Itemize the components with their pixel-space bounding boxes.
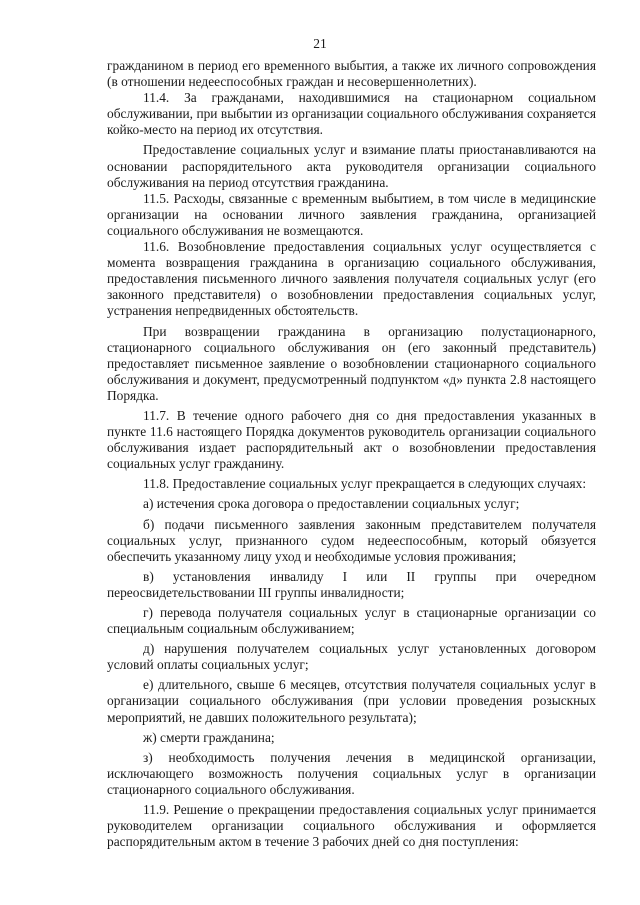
paragraph-11-5: 11.5. Расходы, связанные с временным выбытием, в том числе в медицинские организации на основании личного заявления гражданина, организацией социального обслуживания не возмещаются. — [107, 190, 596, 238]
list-item-g: г) перевода получателя социальных услуг в стационарные организации со специальным социальным обслуживанием; — [107, 605, 596, 637]
list-item-zh: ж) смерти гражданина; — [143, 729, 275, 745]
paragraph-return: При возвращении гражданина в организацию полустационарного, стационарного социального обслуживания он (его законный представитель) предоставляет письменное заявление о возобновлении стационарного социального обслуживания и документ, предусмотренный подпунктом «д» пункта 2.8 настоящего Порядка. — [107, 323, 596, 403]
paragraph-11-7: 11.7. В течение одного рабочего дня со дня предоставления указанных в пункте 11.6 настоящего Порядка документов руководитель организации социального обслуживания издает распорядительный акт о возобновлении предоставления социальных услуг гражданину. — [107, 407, 596, 472]
paragraph-11-6: 11.6. Возобновление предоставления социальных услуг осуществляется с момента возвращения гражданина в организацию социального обслуживания, предоставления письменного личного заявления получателя социальных услуг (его законного представителя) о возобновлении предоставления социальных услуг, устранения непредвиденных обстоятельств. — [107, 239, 596, 319]
page-number: 21 — [313, 36, 327, 51]
paragraph-11-9: 11.9. Решение о прекращении предоставления социальных услуг принимается руководителем организации социального обслуживания и оформляется распорядительным актом в течение 3 рабочих дней со дня поступления: — [107, 802, 596, 850]
document-body — [107, 58, 596, 850]
list-item-z: з) необходимость получения лечения в медицинской организации, исключающего возможность получения социальных услуг в организации стационарного социального обслуживания. — [107, 749, 596, 797]
list-item-e: е) длительного, свыше 6 месяцев, отсутствия получателя социальных услуг в организации социального обслуживания (при условии проведения розыскных мероприятий, не давших положительного результата); — [107, 677, 596, 725]
paragraph-continuation: гражданином в период его временного выбытия, а также их личного сопровождения (в отношении недееспособных граждан и несовершеннолетних). — [107, 58, 596, 90]
paragraph-11-8: 11.8. Предоставление социальных услуг прекращается в следующих случаях: — [143, 476, 587, 492]
list-item-d: д) нарушения получателем социальных услуг установленных договором условий оплаты социальных услуг; — [107, 641, 596, 673]
list-item-a: а) истечения срока договора о предоставлении социальных услуг; — [143, 496, 520, 512]
paragraph-suspension: Предоставление социальных услуг и взимание платы приостанавливаются на основании распорядительного акта руководителя организации социального обслуживания на период отсутствия гражданина. — [107, 142, 596, 190]
list-item-v: в) установления инвалиду I или II группы при очередном переосвидетельствовании III группы инвалидности; — [107, 568, 596, 600]
paragraph-11-4: 11.4. За гражданами, находившимися на стационарном социальном обслуживании, при выбытии из организации социального обслуживания сохраняется койко-место на период их отсутствия. — [107, 90, 596, 138]
list-item-b: б) подачи письменного заявления законным представителем получателя социальных услуг, признанного судом недееспособным, который обязуется обеспечить указанному лицу уход и необходимые условия проживания; — [107, 516, 596, 564]
